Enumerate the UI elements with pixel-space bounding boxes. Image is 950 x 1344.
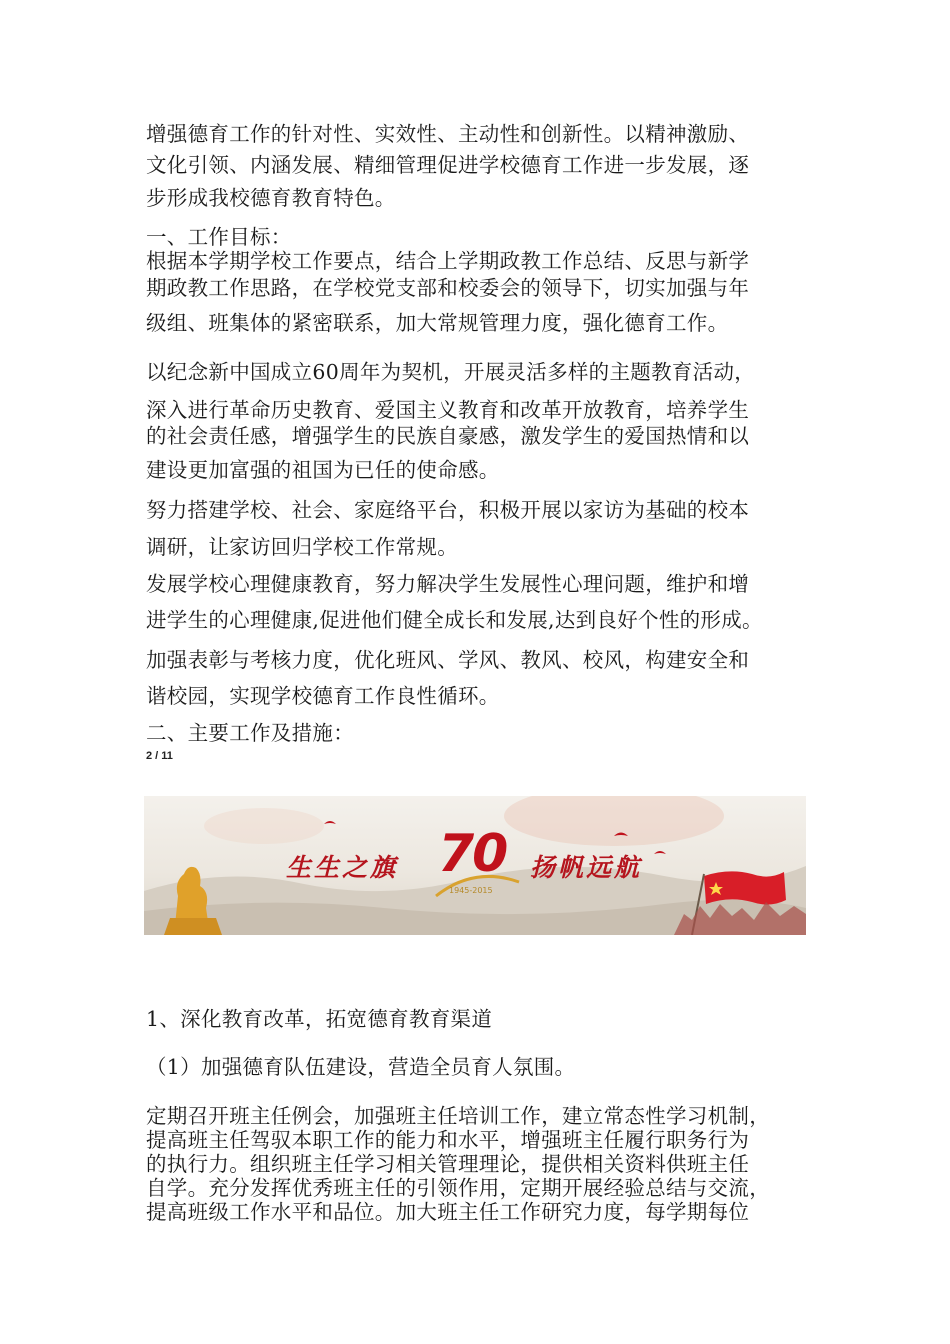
text-line: 提高班级工作水平和品位。加大班主任工作研究力度，每学期每位 [146,1200,750,1224]
text-line: 定期召开班主任例会，加强班主任培训工作，建立常态性学习机制， [146,1104,770,1128]
text-line: 的执行力。组织班主任学习相关管理理论，提供相关资料供班主任 [146,1152,750,1176]
text-line: 以纪念新中国成立60周年为契机，开展灵活多样的主题教育活动， [146,360,756,384]
text-line: 进学生的心理健康,促进他们健全成长和发展,达到良好个性的形成。 [146,608,763,632]
text-line: 建设更加富强的祖国为已任的使命感。 [146,458,500,482]
text-line: 级组、班集体的紧密联系，加大常规管理力度，强化德育工作。 [146,311,729,335]
section-heading-measures: 二、主要工作及措施： [146,721,354,745]
text-line: 提高班主任驾驭本职工作的能力和水平，增强班主任履行职务行为 [146,1128,750,1152]
subsection-heading: （1）加强德育队伍建设，营造全员育人氛围。 [146,1055,576,1079]
text-line: 的社会责任感，增强学生的民族自豪感，激发学生的爱国热情和以 [146,424,750,448]
section-heading-reform: 1、深化教育改革，拓宽德育教育渠道 [146,1007,493,1031]
section-heading-goals: 一、工作目标： [146,225,292,249]
text-line: 增强德育工作的针对性、实效性、主动性和创新性。以精神激励、 [146,122,750,146]
text-line: 发展学校心理健康教育，努力解决学生发展性心理问题，维护和增 [146,572,750,596]
anniversary-banner [144,796,806,935]
text-line: 谐校园，实现学校德育工作良性循环。 [146,684,500,708]
text-line: 文化引领、内涵发展、精细管理促进学校德育工作进一步发展，逐 [146,153,750,177]
text-line: 步形成我校德育教育特色。 [146,186,396,210]
text-line: 自学。充分发挥优秀班主任的引领作用，定期开展经验总结与交流， [146,1176,770,1200]
text-line: 期政教工作思路，在学校党支部和校委会的领导下，切实加强与年 [146,276,750,300]
text-line: 深入进行革命历史教育、爱国主义教育和改革开放教育，培养学生 [146,398,750,422]
banner-slogan-left: 生生之旗 [286,853,399,882]
text-line: 根据本学期学校工作要点，结合上学期政教工作总结、反思与新学 [146,249,750,273]
banner-years: 1945-2015 [449,886,493,895]
text-line: 加强表彰与考核力度，优化班风、学风、教风、校风，构建安全和 [146,648,750,672]
page-number: 2 / 11 [146,750,173,762]
banner-slogan-right: 扬帆远航 [530,853,643,882]
text-line: 努力搭建学校、社会、家庭络平台，积极开展以家访为基础的校本 [146,498,750,522]
text-line: 调研，让家访回归学校工作常规。 [146,535,458,559]
banner-anniversary-number: 70 [438,824,507,884]
